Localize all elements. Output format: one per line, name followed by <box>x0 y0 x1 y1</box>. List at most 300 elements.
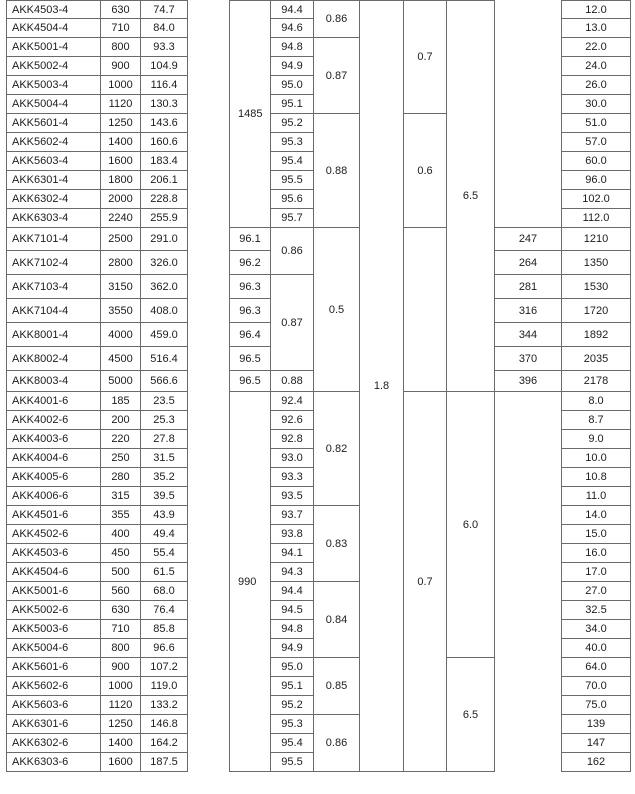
value-cell-a: 14.0 <box>562 506 631 525</box>
model-cell: AKK6302-4 <box>7 190 101 209</box>
power-cell: 250 <box>101 449 141 468</box>
value-cell-b: 1210 <box>562 228 631 251</box>
value-cell-a: 26.0 <box>562 76 631 95</box>
current-cell: 104.9 <box>141 57 188 76</box>
model-cell: AKK7103-4 <box>7 275 101 299</box>
efficiency-cell: 95.2 <box>271 696 314 715</box>
current-cell: 55.4 <box>141 544 188 563</box>
efficiency-cell: 92.4 <box>271 392 314 411</box>
efficiency-cell: 95.1 <box>271 677 314 696</box>
efficiency-cell: 95.0 <box>271 76 314 95</box>
spacer-cell <box>188 411 230 430</box>
efficiency-cell: 94.8 <box>271 38 314 57</box>
power-cell: 450 <box>101 544 141 563</box>
efficiency-cell: 94.5 <box>271 601 314 620</box>
power-factor-cell: 0.82 <box>314 392 360 506</box>
spacer-cell <box>495 677 562 696</box>
spacer-cell <box>495 133 562 152</box>
value-cell-a: 281 <box>495 275 562 299</box>
spacer-cell <box>495 582 562 601</box>
efficiency-cell: 94.8 <box>271 620 314 639</box>
efficiency-cell: 93.7 <box>271 506 314 525</box>
motor-spec-table <box>6 0 631 772</box>
power-factor-cell: 0.83 <box>314 506 360 582</box>
value-cell-a: 30.0 <box>562 95 631 114</box>
spacer-cell <box>495 411 562 430</box>
power-cell: 3150 <box>101 275 141 299</box>
value-cell-a: 147 <box>562 734 631 753</box>
spacer-cell <box>495 152 562 171</box>
spacer-cell <box>495 449 562 468</box>
spacer-cell <box>404 251 447 275</box>
model-cell: AKK4502-6 <box>7 525 101 544</box>
power-cell: 185 <box>101 392 141 411</box>
current-cell: 566.6 <box>141 371 188 392</box>
current-cell: 35.2 <box>141 468 188 487</box>
model-cell: AKK5004-4 <box>7 95 101 114</box>
model-cell: AKK5603-4 <box>7 152 101 171</box>
spacer-cell <box>495 95 562 114</box>
power-cell: 315 <box>101 487 141 506</box>
power-factor-cell: 0.87 <box>271 275 314 371</box>
model-cell: AKK4006-6 <box>7 487 101 506</box>
value-cell-a: 40.0 <box>562 639 631 658</box>
spacer-cell <box>188 677 230 696</box>
power-cell: 900 <box>101 57 141 76</box>
power-cell: 400 <box>101 525 141 544</box>
efficiency-cell: 95.4 <box>271 734 314 753</box>
power-cell: 630 <box>101 1 141 19</box>
power-cell: 1250 <box>101 715 141 734</box>
value-cell-a: 22.0 <box>562 38 631 57</box>
spacer-cell <box>188 76 230 95</box>
model-cell: AKK5003-6 <box>7 620 101 639</box>
current-cell: 187.5 <box>141 753 188 772</box>
power-cell: 1000 <box>101 677 141 696</box>
spacer-cell <box>404 347 447 371</box>
table-row <box>7 392 631 411</box>
model-cell: AKK4001-6 <box>7 392 101 411</box>
efficiency-cell: 95.5 <box>271 753 314 772</box>
power-cell: 1400 <box>101 133 141 152</box>
efficiency-cell: 95.1 <box>271 95 314 114</box>
spacer-cell <box>188 506 230 525</box>
value-cell-a: 162 <box>562 753 631 772</box>
model-cell: AKK5002-4 <box>7 57 101 76</box>
model-cell: AKK6302-6 <box>7 734 101 753</box>
efficiency-cell: 95.3 <box>271 133 314 152</box>
model-cell: AKK5601-4 <box>7 114 101 133</box>
efficiency-cell: 95.0 <box>271 658 314 677</box>
spacer-cell <box>404 228 447 251</box>
spacer-cell <box>495 544 562 563</box>
value-cell-a: 8.0 <box>562 392 631 411</box>
spacer-cell <box>495 57 562 76</box>
value-cell-a: 24.0 <box>562 57 631 76</box>
ratio-cell: 6.5 <box>447 1 495 392</box>
model-cell: AKK5603-6 <box>7 696 101 715</box>
spacer-cell <box>495 114 562 133</box>
model-cell: AKK4005-6 <box>7 468 101 487</box>
value-cell-a: 102.0 <box>562 190 631 209</box>
current-cell: 76.4 <box>141 601 188 620</box>
spacer-cell <box>188 696 230 715</box>
model-cell: AKK5003-4 <box>7 76 101 95</box>
model-cell: AKK6301-6 <box>7 715 101 734</box>
power-factor-cell: 0.86 <box>314 1 360 38</box>
value-cell-a: 57.0 <box>562 133 631 152</box>
value-cell-a: 16.0 <box>562 544 631 563</box>
value-cell-a: 12.0 <box>562 1 631 19</box>
table-row <box>7 715 631 734</box>
spacer-cell <box>495 468 562 487</box>
power-cell: 2240 <box>101 209 141 228</box>
power-cell: 5000 <box>101 371 141 392</box>
value-cell-a: 316 <box>495 299 562 323</box>
efficiency-cell: 93.3 <box>271 468 314 487</box>
value-cell-a: 10.0 <box>562 449 631 468</box>
spacer-cell <box>495 171 562 190</box>
spacer-cell <box>188 658 230 677</box>
table-row <box>7 506 631 525</box>
ratio-cell: 0.6 <box>404 114 447 228</box>
efficiency-cell: 96.3 <box>230 275 271 299</box>
current-cell: 362.0 <box>141 275 188 299</box>
current-cell: 183.4 <box>141 152 188 171</box>
table-row <box>7 658 631 677</box>
efficiency-cell: 95.6 <box>271 190 314 209</box>
spacer-cell <box>188 392 230 411</box>
current-cell: 206.1 <box>141 171 188 190</box>
value-cell-b: 2178 <box>562 371 631 392</box>
spec-table-wrapper <box>6 0 631 772</box>
spacer-cell <box>404 299 447 323</box>
current-cell: 107.2 <box>141 658 188 677</box>
spacer-cell <box>495 734 562 753</box>
ratio-cell: 6.0 <box>447 392 495 658</box>
power-factor-cell: 0.86 <box>314 715 360 772</box>
value-cell-a: 60.0 <box>562 152 631 171</box>
efficiency-cell: 94.9 <box>271 639 314 658</box>
efficiency-cell: 95.7 <box>271 209 314 228</box>
value-cell-a: 139 <box>562 715 631 734</box>
efficiency-cell: 96.5 <box>230 347 271 371</box>
model-cell: AKK4002-6 <box>7 411 101 430</box>
model-cell: AKK5004-6 <box>7 639 101 658</box>
spacer-cell <box>495 487 562 506</box>
value-cell-a: 32.5 <box>562 601 631 620</box>
power-cell: 1250 <box>101 114 141 133</box>
efficiency-cell: 96.2 <box>230 251 271 275</box>
power-factor-cell: 0.84 <box>314 582 360 658</box>
model-cell: AKK7102-4 <box>7 251 101 275</box>
power-factor-cell: 0.85 <box>314 658 360 715</box>
power-cell: 630 <box>101 601 141 620</box>
current-cell: 43.9 <box>141 506 188 525</box>
spacer-cell <box>495 715 562 734</box>
ratio-cell: 6.5 <box>447 658 495 772</box>
spacer-cell <box>495 658 562 677</box>
spacer-cell <box>188 468 230 487</box>
spacer-cell <box>188 114 230 133</box>
spacer-cell <box>188 190 230 209</box>
spacer-cell <box>495 563 562 582</box>
spacer-cell <box>404 371 447 392</box>
value-cell-a: 13.0 <box>562 19 631 38</box>
power-factor-cell: 0.88 <box>271 371 314 392</box>
current-cell: 25.3 <box>141 411 188 430</box>
current-cell: 96.6 <box>141 639 188 658</box>
current-cell: 133.2 <box>141 696 188 715</box>
spacer-cell <box>188 449 230 468</box>
efficiency-cell: 92.8 <box>271 430 314 449</box>
spacer-cell <box>188 734 230 753</box>
current-cell: 93.3 <box>141 38 188 57</box>
power-cell: 1800 <box>101 171 141 190</box>
efficiency-cell: 94.3 <box>271 563 314 582</box>
current-cell: 23.5 <box>141 392 188 411</box>
model-cell: AKK7104-4 <box>7 299 101 323</box>
speed-cell: 990 <box>230 392 271 772</box>
spacer-cell <box>495 753 562 772</box>
power-cell: 1600 <box>101 152 141 171</box>
table-row <box>7 228 631 251</box>
power-cell: 1600 <box>101 753 141 772</box>
value-cell-a: 64.0 <box>562 658 631 677</box>
spacer-cell <box>495 696 562 715</box>
efficiency-cell: 93.8 <box>271 525 314 544</box>
spacer-cell <box>188 152 230 171</box>
power-cell: 3550 <box>101 299 141 323</box>
current-cell: 61.5 <box>141 563 188 582</box>
efficiency-cell: 93.5 <box>271 487 314 506</box>
value-cell-a: 370 <box>495 347 562 371</box>
current-cell: 164.2 <box>141 734 188 753</box>
power-cell: 560 <box>101 582 141 601</box>
current-cell: 74.7 <box>141 1 188 19</box>
model-cell: AKK5001-4 <box>7 38 101 57</box>
power-cell: 710 <box>101 620 141 639</box>
value-cell-a: 10.8 <box>562 468 631 487</box>
spacer-cell <box>188 251 230 275</box>
power-cell: 1120 <box>101 696 141 715</box>
power-cell: 280 <box>101 468 141 487</box>
power-cell: 220 <box>101 430 141 449</box>
table-row <box>7 582 631 601</box>
model-cell: AKK6301-4 <box>7 171 101 190</box>
spacer-cell <box>188 487 230 506</box>
current-cell: 68.0 <box>141 582 188 601</box>
value-cell-a: 344 <box>495 323 562 347</box>
value-cell-a: 9.0 <box>562 430 631 449</box>
power-cell: 2500 <box>101 228 141 251</box>
power-cell: 200 <box>101 411 141 430</box>
current-cell: 255.9 <box>141 209 188 228</box>
spacer-cell <box>188 582 230 601</box>
model-cell: AKK4504-6 <box>7 563 101 582</box>
value-cell-a: 264 <box>495 251 562 275</box>
current-cell: 516.4 <box>141 347 188 371</box>
value-cell-a: 112.0 <box>562 209 631 228</box>
spacer-cell <box>188 57 230 76</box>
spacer-cell <box>188 95 230 114</box>
value-cell-a: 396 <box>495 371 562 392</box>
spacer-cell <box>188 19 230 38</box>
spacer-cell <box>188 544 230 563</box>
efficiency-cell: 94.4 <box>271 582 314 601</box>
current-cell: 84.0 <box>141 19 188 38</box>
power-cell: 1400 <box>101 734 141 753</box>
spacer-cell <box>188 753 230 772</box>
spacer-cell <box>495 525 562 544</box>
efficiency-cell: 96.5 <box>230 371 271 392</box>
current-cell: 85.8 <box>141 620 188 639</box>
spacer-cell <box>404 275 447 299</box>
value-cell-b: 1350 <box>562 251 631 275</box>
current-cell: 228.8 <box>141 190 188 209</box>
value-cell-a: 51.0 <box>562 114 631 133</box>
current-cell: 27.8 <box>141 430 188 449</box>
efficiency-cell: 94.9 <box>271 57 314 76</box>
spacer-cell <box>188 1 230 19</box>
value-cell-a: 11.0 <box>562 487 631 506</box>
spacer-cell <box>188 228 230 251</box>
spacer-cell <box>495 209 562 228</box>
spacer-cell <box>495 19 562 38</box>
power-cell: 1000 <box>101 76 141 95</box>
value-cell-b: 1530 <box>562 275 631 299</box>
current-cell: 130.3 <box>141 95 188 114</box>
current-cell: 49.4 <box>141 525 188 544</box>
value-cell-b: 1720 <box>562 299 631 323</box>
model-cell: AKK5001-6 <box>7 582 101 601</box>
ratio-cell: 0.5 <box>314 228 360 392</box>
power-factor-cell: 0.87 <box>314 38 360 114</box>
power-factor-cell: 0.86 <box>271 228 314 275</box>
spacer-cell <box>495 190 562 209</box>
value-cell-a: 247 <box>495 228 562 251</box>
spacer-cell <box>404 323 447 347</box>
efficiency-cell: 96.3 <box>230 299 271 323</box>
ratio-cell: 0.7 <box>404 1 447 114</box>
model-cell: AKK4004-6 <box>7 449 101 468</box>
efficiency-cell: 95.4 <box>271 152 314 171</box>
efficiency-cell: 94.1 <box>271 544 314 563</box>
current-cell: 39.5 <box>141 487 188 506</box>
spacer-cell <box>495 392 562 411</box>
power-cell: 2000 <box>101 190 141 209</box>
spec-table-body <box>7 1 631 772</box>
power-cell: 2800 <box>101 251 141 275</box>
value-cell-b: 2035 <box>562 347 631 371</box>
efficiency-cell: 95.3 <box>271 715 314 734</box>
spacer-cell <box>188 715 230 734</box>
value-cell-a: 34.0 <box>562 620 631 639</box>
model-cell: AKK4003-6 <box>7 430 101 449</box>
current-cell: 459.0 <box>141 323 188 347</box>
model-cell: AKK4503-6 <box>7 544 101 563</box>
spacer-cell <box>188 209 230 228</box>
model-cell: AKK4504-4 <box>7 19 101 38</box>
value-cell-a: 8.7 <box>562 411 631 430</box>
power-cell: 1120 <box>101 95 141 114</box>
model-cell: AKK6303-4 <box>7 209 101 228</box>
spacer-cell <box>188 275 230 299</box>
spacer-cell <box>495 38 562 57</box>
spacer-cell <box>188 620 230 639</box>
efficiency-cell: 96.4 <box>230 323 271 347</box>
current-cell: 31.5 <box>141 449 188 468</box>
spacer-cell <box>188 430 230 449</box>
power-cell: 500 <box>101 563 141 582</box>
current-cell: 326.0 <box>141 251 188 275</box>
spacer-cell <box>188 299 230 323</box>
spacer-cell <box>495 1 562 19</box>
model-cell: AKK7101-4 <box>7 228 101 251</box>
model-cell: AKK4501-6 <box>7 506 101 525</box>
current-cell: 408.0 <box>141 299 188 323</box>
table-row <box>7 114 631 133</box>
power-cell: 4000 <box>101 323 141 347</box>
spacer-cell <box>495 601 562 620</box>
table-row <box>7 38 631 57</box>
value-cell-b: 1892 <box>562 323 631 347</box>
spacer-cell <box>188 601 230 620</box>
efficiency-cell: 94.6 <box>271 19 314 38</box>
value-cell-a: 15.0 <box>562 525 631 544</box>
model-cell: AKK5002-6 <box>7 601 101 620</box>
ratio-cell: 1.8 <box>360 1 404 772</box>
spacer-cell <box>495 76 562 95</box>
current-cell: 146.8 <box>141 715 188 734</box>
spacer-cell <box>188 171 230 190</box>
power-cell: 800 <box>101 639 141 658</box>
spacer-cell <box>495 620 562 639</box>
model-cell: AKK5601-6 <box>7 658 101 677</box>
spacer-cell <box>495 430 562 449</box>
value-cell-a: 70.0 <box>562 677 631 696</box>
efficiency-cell: 95.2 <box>271 114 314 133</box>
power-factor-cell: 0.88 <box>314 114 360 228</box>
power-cell: 710 <box>101 19 141 38</box>
power-cell: 800 <box>101 38 141 57</box>
ratio-cell: 0.7 <box>404 392 447 772</box>
value-cell-a: 96.0 <box>562 171 631 190</box>
spacer-cell <box>188 323 230 347</box>
power-cell: 355 <box>101 506 141 525</box>
spacer-cell <box>188 639 230 658</box>
table-row <box>7 1 631 19</box>
model-cell: AKK5602-4 <box>7 133 101 152</box>
model-cell: AKK4503-4 <box>7 1 101 19</box>
spacer-cell <box>188 38 230 57</box>
spacer-cell <box>188 563 230 582</box>
current-cell: 291.0 <box>141 228 188 251</box>
value-cell-a: 27.0 <box>562 582 631 601</box>
efficiency-cell: 96.1 <box>230 228 271 251</box>
efficiency-cell: 93.0 <box>271 449 314 468</box>
efficiency-cell: 94.4 <box>271 1 314 19</box>
power-cell: 900 <box>101 658 141 677</box>
efficiency-cell: 92.6 <box>271 411 314 430</box>
efficiency-cell: 95.5 <box>271 171 314 190</box>
model-cell: AKK5602-6 <box>7 677 101 696</box>
speed-cell: 1485 <box>230 1 271 228</box>
value-cell-a: 75.0 <box>562 696 631 715</box>
current-cell: 119.0 <box>141 677 188 696</box>
model-cell: AKK8002-4 <box>7 347 101 371</box>
spacer-cell <box>495 639 562 658</box>
